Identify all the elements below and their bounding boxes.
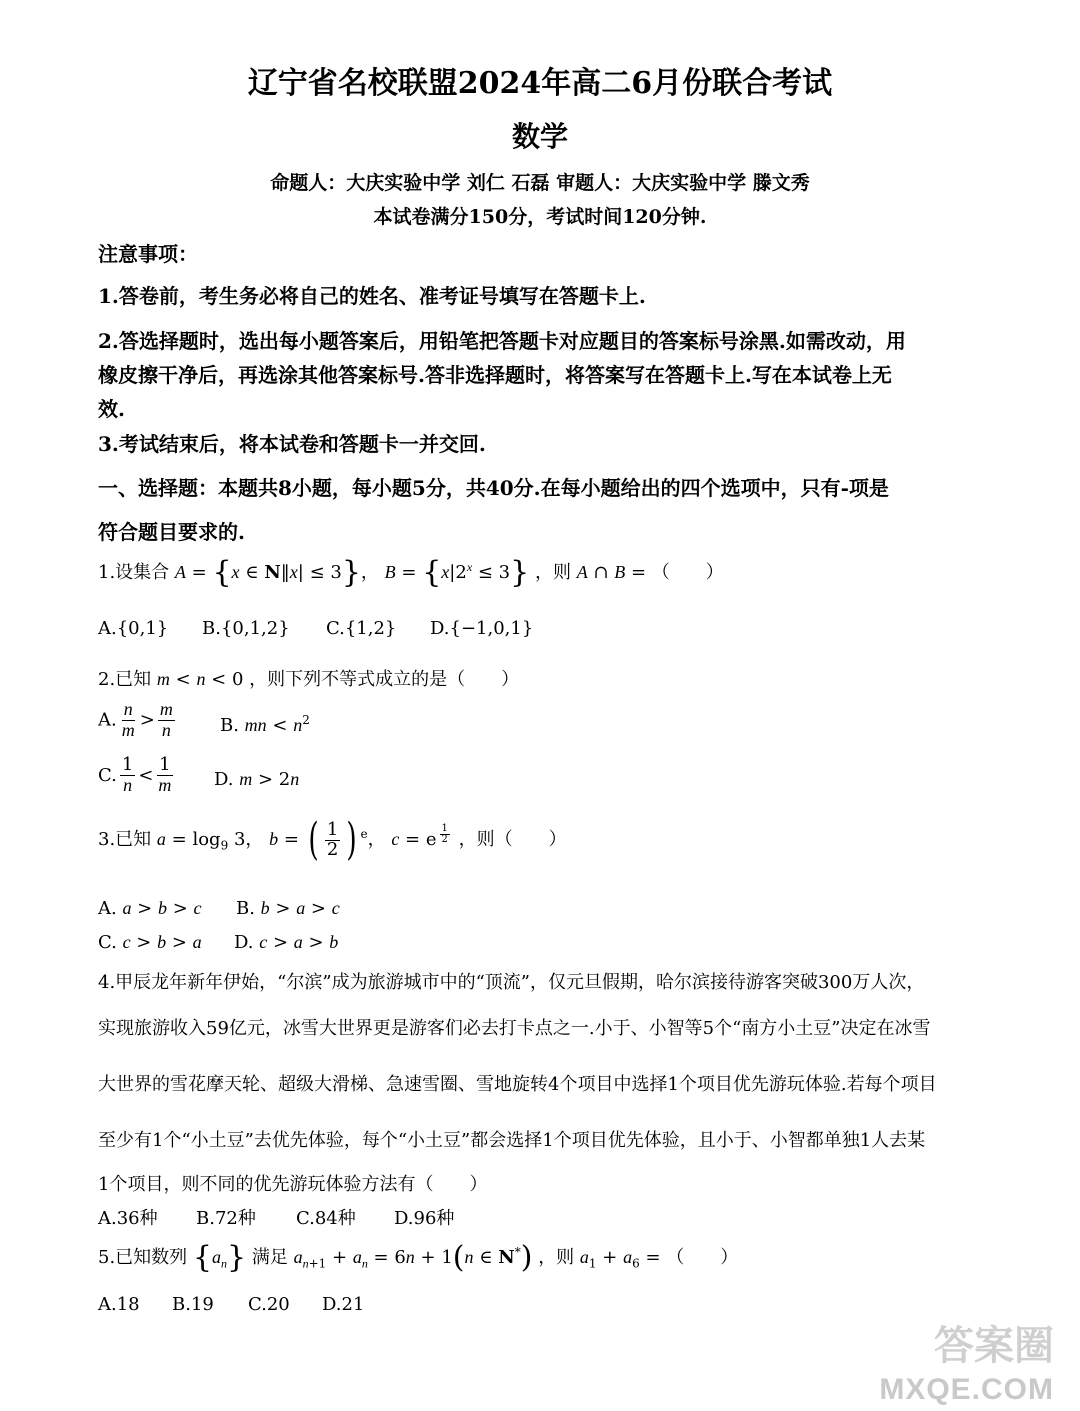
- question-1-set-b: $B = \{x|2^x \le 3\}$: [384, 555, 530, 590]
- question-5-option-d: D.21: [322, 1294, 365, 1315]
- question-5-tail: ，则: [538, 1247, 575, 1268]
- subject-title: 数学: [511, 120, 568, 153]
- question-1-tail: ，则: [534, 562, 571, 583]
- page-title: 辽宁省名校联盟2024年高二6月份联合考试: [247, 66, 833, 101]
- question-3-prefix: 3.已知: [98, 829, 152, 850]
- question-5-expression: $a_1 + a_6$ =: [579, 1247, 661, 1271]
- question-3-c: c = e $^{\frac{1}{2}}$: [391, 822, 448, 850]
- question-1-set-a: A = {x ∈ N‖x| ≤ 3}: [174, 555, 361, 590]
- question-5-sequence: $\{a_n\}$: [192, 1240, 247, 1275]
- question-2-tail: ，则下列不等式成立的是（ ）: [249, 669, 520, 690]
- question-1: 1.设集合 A = {x ∈ N‖x| ≤ 3}， $B = \{x|2^x \le 3\}$ ，则 A ∩ B = （ ）: [98, 555, 724, 590]
- notice-heading: 注意事项：: [98, 242, 198, 266]
- question-3-option-b: B. b > a > c: [236, 898, 340, 919]
- question-1-option-d: D.{−1,0,1}: [430, 618, 534, 639]
- question-2-prefix: 2.已知: [98, 669, 152, 690]
- question-1-option-b: B.{0,1,2}: [202, 618, 290, 639]
- question-2-option-c: C. $\frac{1}{n}$ < $\frac{1}{m}$: [98, 754, 172, 795]
- question-2-condition: m < n < 0: [156, 669, 244, 690]
- question-3-b: b = ( $\frac{1}{2}$ ) $^e$: [269, 814, 368, 865]
- question-3-option-a: A. a > b > c: [98, 898, 202, 919]
- watermark-site: MXQE.COM: [879, 1373, 1054, 1406]
- question-5-option-a: A.18: [98, 1294, 140, 1315]
- watermark: [862, 1316, 1062, 1411]
- question-4-option-a: A.36种: [98, 1208, 158, 1229]
- question-1-option-c: C.{1,2}: [326, 618, 397, 639]
- question-5: [98, 1240, 739, 1275]
- question-4-line-1: 4.甲辰龙年新年伊始，“尔滨”成为旅游城市中的“顶流”，仅元旦假期，哈尔滨接待游客突破300万人次，: [98, 972, 925, 993]
- question-2-option-a: A. $\frac{n}{m}$ > $\frac{m}{n}$: [98, 699, 173, 740]
- question-3-option-c: C. c > b > a: [98, 932, 202, 953]
- notice-item-2-line-3: 效.: [98, 397, 125, 421]
- question-5-prefix: 5.已知数列: [98, 1247, 188, 1268]
- question-2-option-d: D. m > 2n: [214, 769, 300, 790]
- question-5-option-c: C.20: [248, 1294, 290, 1315]
- question-4-option-c: C.84种: [296, 1208, 356, 1229]
- question-5-answer-paren: （ ）: [666, 1247, 739, 1268]
- notice-item-1: 1.答卷前，考生务必将自己的姓名、准考证号填写在答题卡上.: [98, 284, 646, 308]
- question-5-mid: 满足: [251, 1247, 288, 1268]
- question-3: 3.已知 $a = \log_9 3$， b = ( $\frac{1}{2}$ ) $^e$， c = e $^{\frac{1}{2}}$ ，则（ ）: [98, 814, 567, 865]
- exam-info-line: 本试卷满分150分，考试时间120分钟.: [373, 206, 707, 228]
- question-5-recurrence: $a_{n+1} + a_n = 6n + 1(n$ ∈ N*): [293, 1240, 533, 1275]
- question-5-option-b: B.19: [172, 1294, 214, 1315]
- question-1-option-a: A.{0,1}: [98, 618, 169, 639]
- question-4-line-3: 大世界的雪花摩天轮、超级大滑梯、急速雪圈、雪地旋转4个项目中选择1个项目优先游玩体验.若每个项目: [98, 1074, 937, 1095]
- watermark-logo: 答案圈: [934, 1323, 1054, 1369]
- question-4-line-5: 1个项目，则不同的优先游玩体验方法有（ ）: [98, 1174, 488, 1195]
- question-4-option-d: D.96种: [394, 1208, 455, 1229]
- notice-item-3: 3.考试结束后，将本试卷和答题卡一并交回.: [98, 432, 486, 456]
- question-1-expression: A ∩ B =: [576, 562, 647, 583]
- question-2-option-b: B. mn < $n^2$: [220, 713, 310, 736]
- question-3-tail: ，则（ ）: [458, 829, 567, 850]
- question-4-option-b: B.72种: [196, 1208, 256, 1229]
- question-1-prefix: 1.设集合: [98, 562, 170, 583]
- section-1-heading-line-2: 符合题目要求的.: [98, 520, 245, 544]
- question-1-answer-paren: （ ）: [651, 562, 724, 583]
- notice-item-2-line-1: 2.答选择题时，选出每小题答案后，用铅笔把答题卡对应题目的答案标号涂黑.如需改动，用: [98, 329, 906, 353]
- authors-line: 命题人：大庆实验中学 刘仁 石磊 审题人：大庆实验中学 滕文秀: [270, 172, 810, 194]
- notice-item-2-line-2: 橡皮擦干净后，再选涂其他答案标号.答非选择题时，将答案写在答题卡上.写在本试卷上无: [98, 363, 892, 387]
- section-1-heading-line-1: 一、选择题：本题共8小题，每小题5分，共40分.在每小题给出的四个选项中，只有-项是: [98, 476, 889, 500]
- question-2: [98, 665, 519, 691]
- question-3-option-d: D. c > a > b: [234, 932, 339, 953]
- question-4-line-4: 至少有1个“小土豆”去优先体验，每个“小土豆”都会选择1个项目优先体验，且小于、小智都单独1人去某: [98, 1130, 926, 1151]
- question-4-line-2: 实现旅游收入59亿元，冰雪大世界更是游客们必去打卡点之一.小于、小智等5个“南方小土豆”决定在冰雪: [98, 1018, 931, 1039]
- question-3-a: $a = \log_9 3$: [156, 829, 246, 853]
